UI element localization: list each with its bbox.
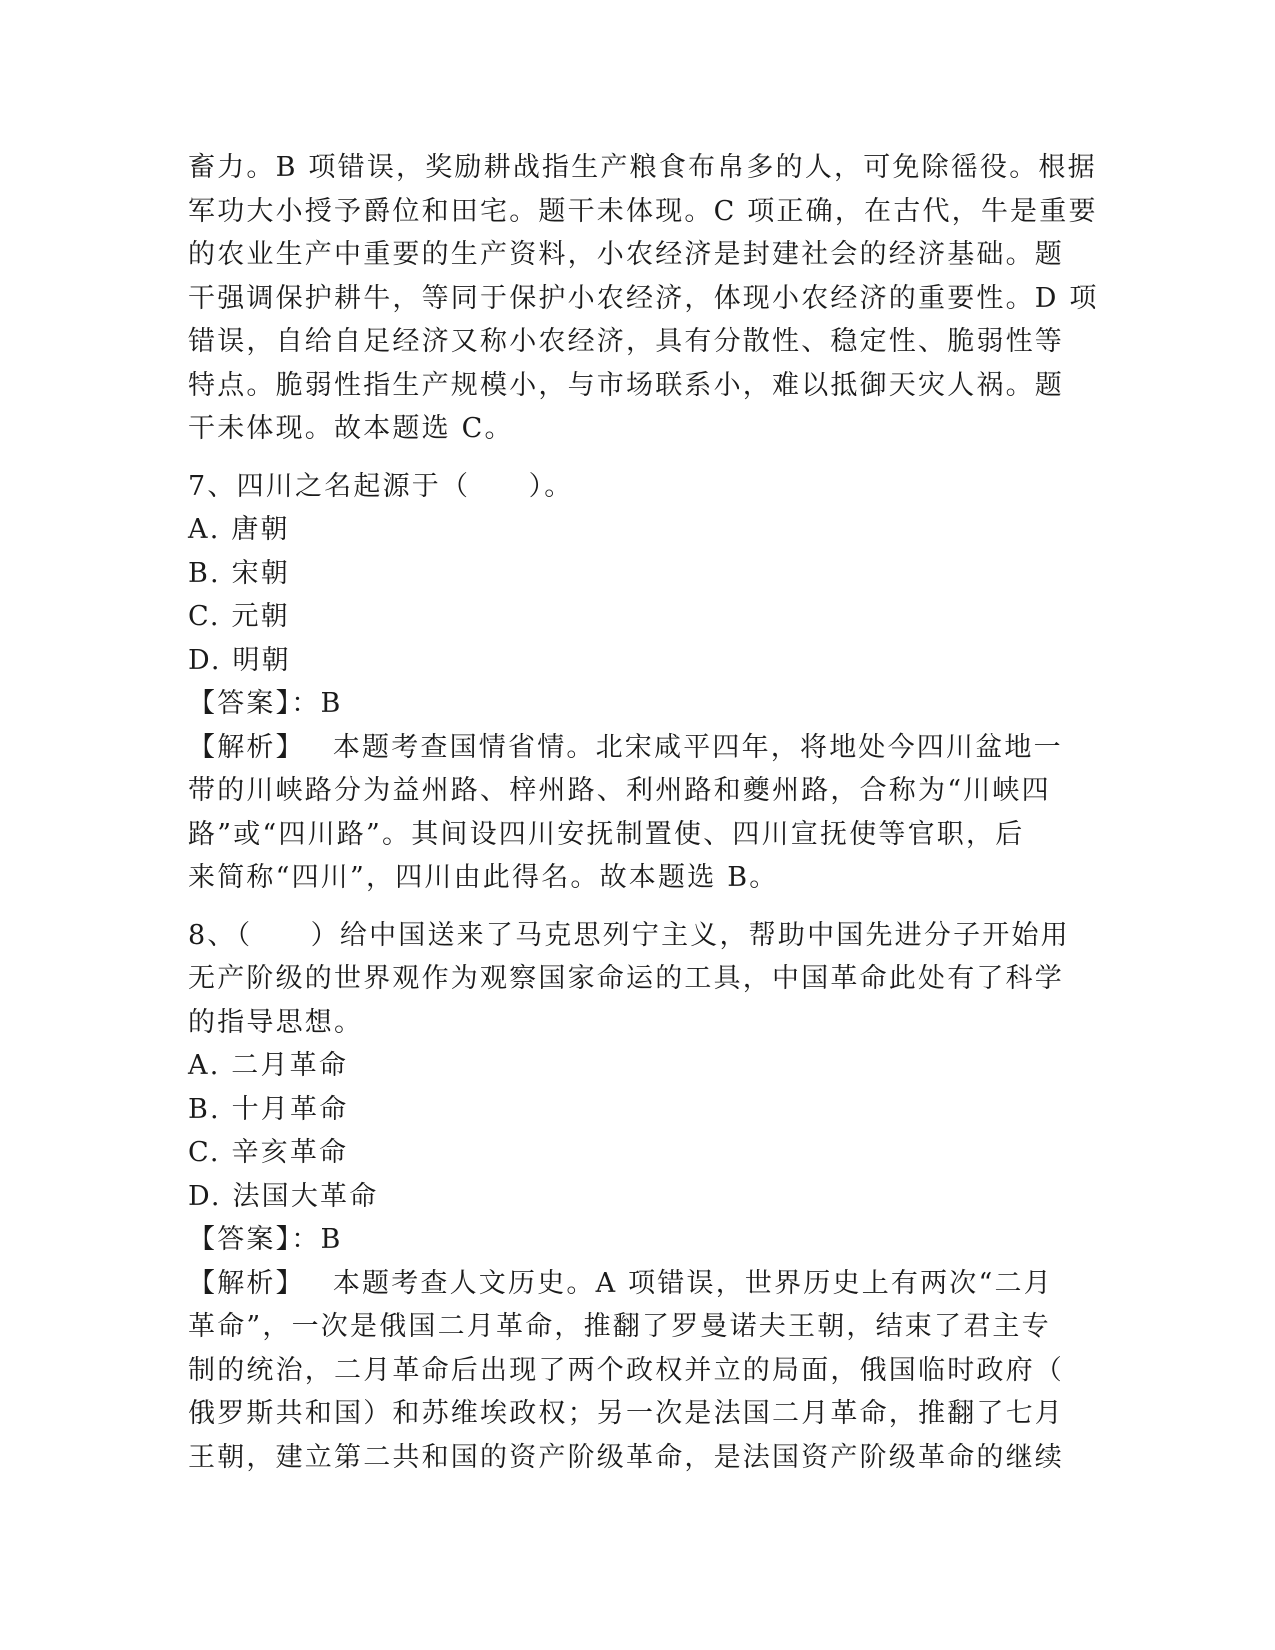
analysis-text: 本题考查国情省情。北宋咸平四年，将地处今四川盆地一 <box>332 731 1063 763</box>
analysis-text: 本题考查人文历史。A 项错误，世界历史上有两次“二月 <box>332 1267 1053 1299</box>
option-c: C. 元朝 <box>188 601 290 632</box>
explanation-line: 军功大小授予爵位和田宅。题干未体现。C 项正确，在古代，牛是重要 <box>188 195 1098 227</box>
analysis-line: 制的统治，二月革命后出现了两个政权并立的局面，俄国临时政府（ <box>188 1354 1064 1386</box>
explanation-line: 畜力。B 项错误，奖励耕战指生产粮食布帛多的人，可免除徭役。根据 <box>188 152 1097 183</box>
option-c: C. 辛亥革命 <box>188 1137 349 1168</box>
question-stem: 7、四川之名起源于（ ）。 <box>188 470 574 502</box>
analysis-line: 革命”，一次是俄国二月革命，推翻了罗曼诺夫王朝，结束了君主专 <box>188 1311 1051 1342</box>
explanation-line: 的农业生产中重要的生产资料，小农经济是封建社会的经济基础。题 <box>188 239 1064 270</box>
explanation-line: 干未体现。故本题选 C。 <box>188 413 514 444</box>
analysis-line: 来简称“四川”，四川由此得名。故本题选 B。 <box>188 862 779 893</box>
option-b: B. 十月革命 <box>188 1093 349 1125</box>
option-a: A. 二月革命 <box>188 1050 349 1081</box>
question-stem: 8、（ ）给中国送来了马克思列宁主义，帮助中国先进分子开始用 <box>188 919 1070 951</box>
explanation-line: 特点。脆弱性指生产规模小，与市场联系小，难以抵御天灾人祸。题 <box>188 369 1064 401</box>
analysis-line <box>188 1262 1093 1306</box>
option-d: D. 明朝 <box>188 644 291 676</box>
option-b: B. 宋朝 <box>188 557 291 589</box>
spacer <box>188 451 1093 465</box>
spacer <box>188 900 1093 914</box>
explanation-6-block <box>188 146 1099 451</box>
analysis-line <box>188 726 1093 770</box>
analysis-line: 俄罗斯共和国）和苏维埃政权；另一次是法国二月革命，推翻了七月 <box>188 1398 1064 1429</box>
question-stem: 的指导思想。 <box>188 1006 364 1038</box>
question-7-block <box>188 465 1093 900</box>
analysis-label: 【解析】 <box>188 731 305 763</box>
explanation-line: 干强调保护耕牛，等同于保护小农经济，体现小农经济的重要性。D 项 <box>188 282 1099 314</box>
analysis-line: 路”或“四川路”。其间设四川安抚制置使、四川宣抚使等官职，后 <box>188 818 1025 850</box>
explanation-line: 错误，自给自足经济又称小农经济，具有分散性、稳定性、脆弱性等 <box>188 326 1064 357</box>
analysis-line: 王朝，建立第二共和国的资产阶级革命，是法国资产阶级革命的继续 <box>188 1441 1064 1473</box>
analysis-line: 带的川峡路分为益州路、梓州路、利州路和夔州路，合称为“川峡四 <box>188 775 1051 806</box>
answer-line: 【答案】：B <box>188 688 343 719</box>
question-stem: 无产阶级的世界观作为观察国家命运的工具，中国革命此处有了科学 <box>188 963 1064 994</box>
analysis-label: 【解析】 <box>188 1267 305 1299</box>
question-8-block <box>188 914 1093 1480</box>
option-d: D. 法国大革命 <box>188 1180 379 1212</box>
document-page <box>188 146 1099 1479</box>
answer-line: 【答案】：B <box>188 1224 343 1255</box>
option-a: A. 唐朝 <box>188 514 290 545</box>
